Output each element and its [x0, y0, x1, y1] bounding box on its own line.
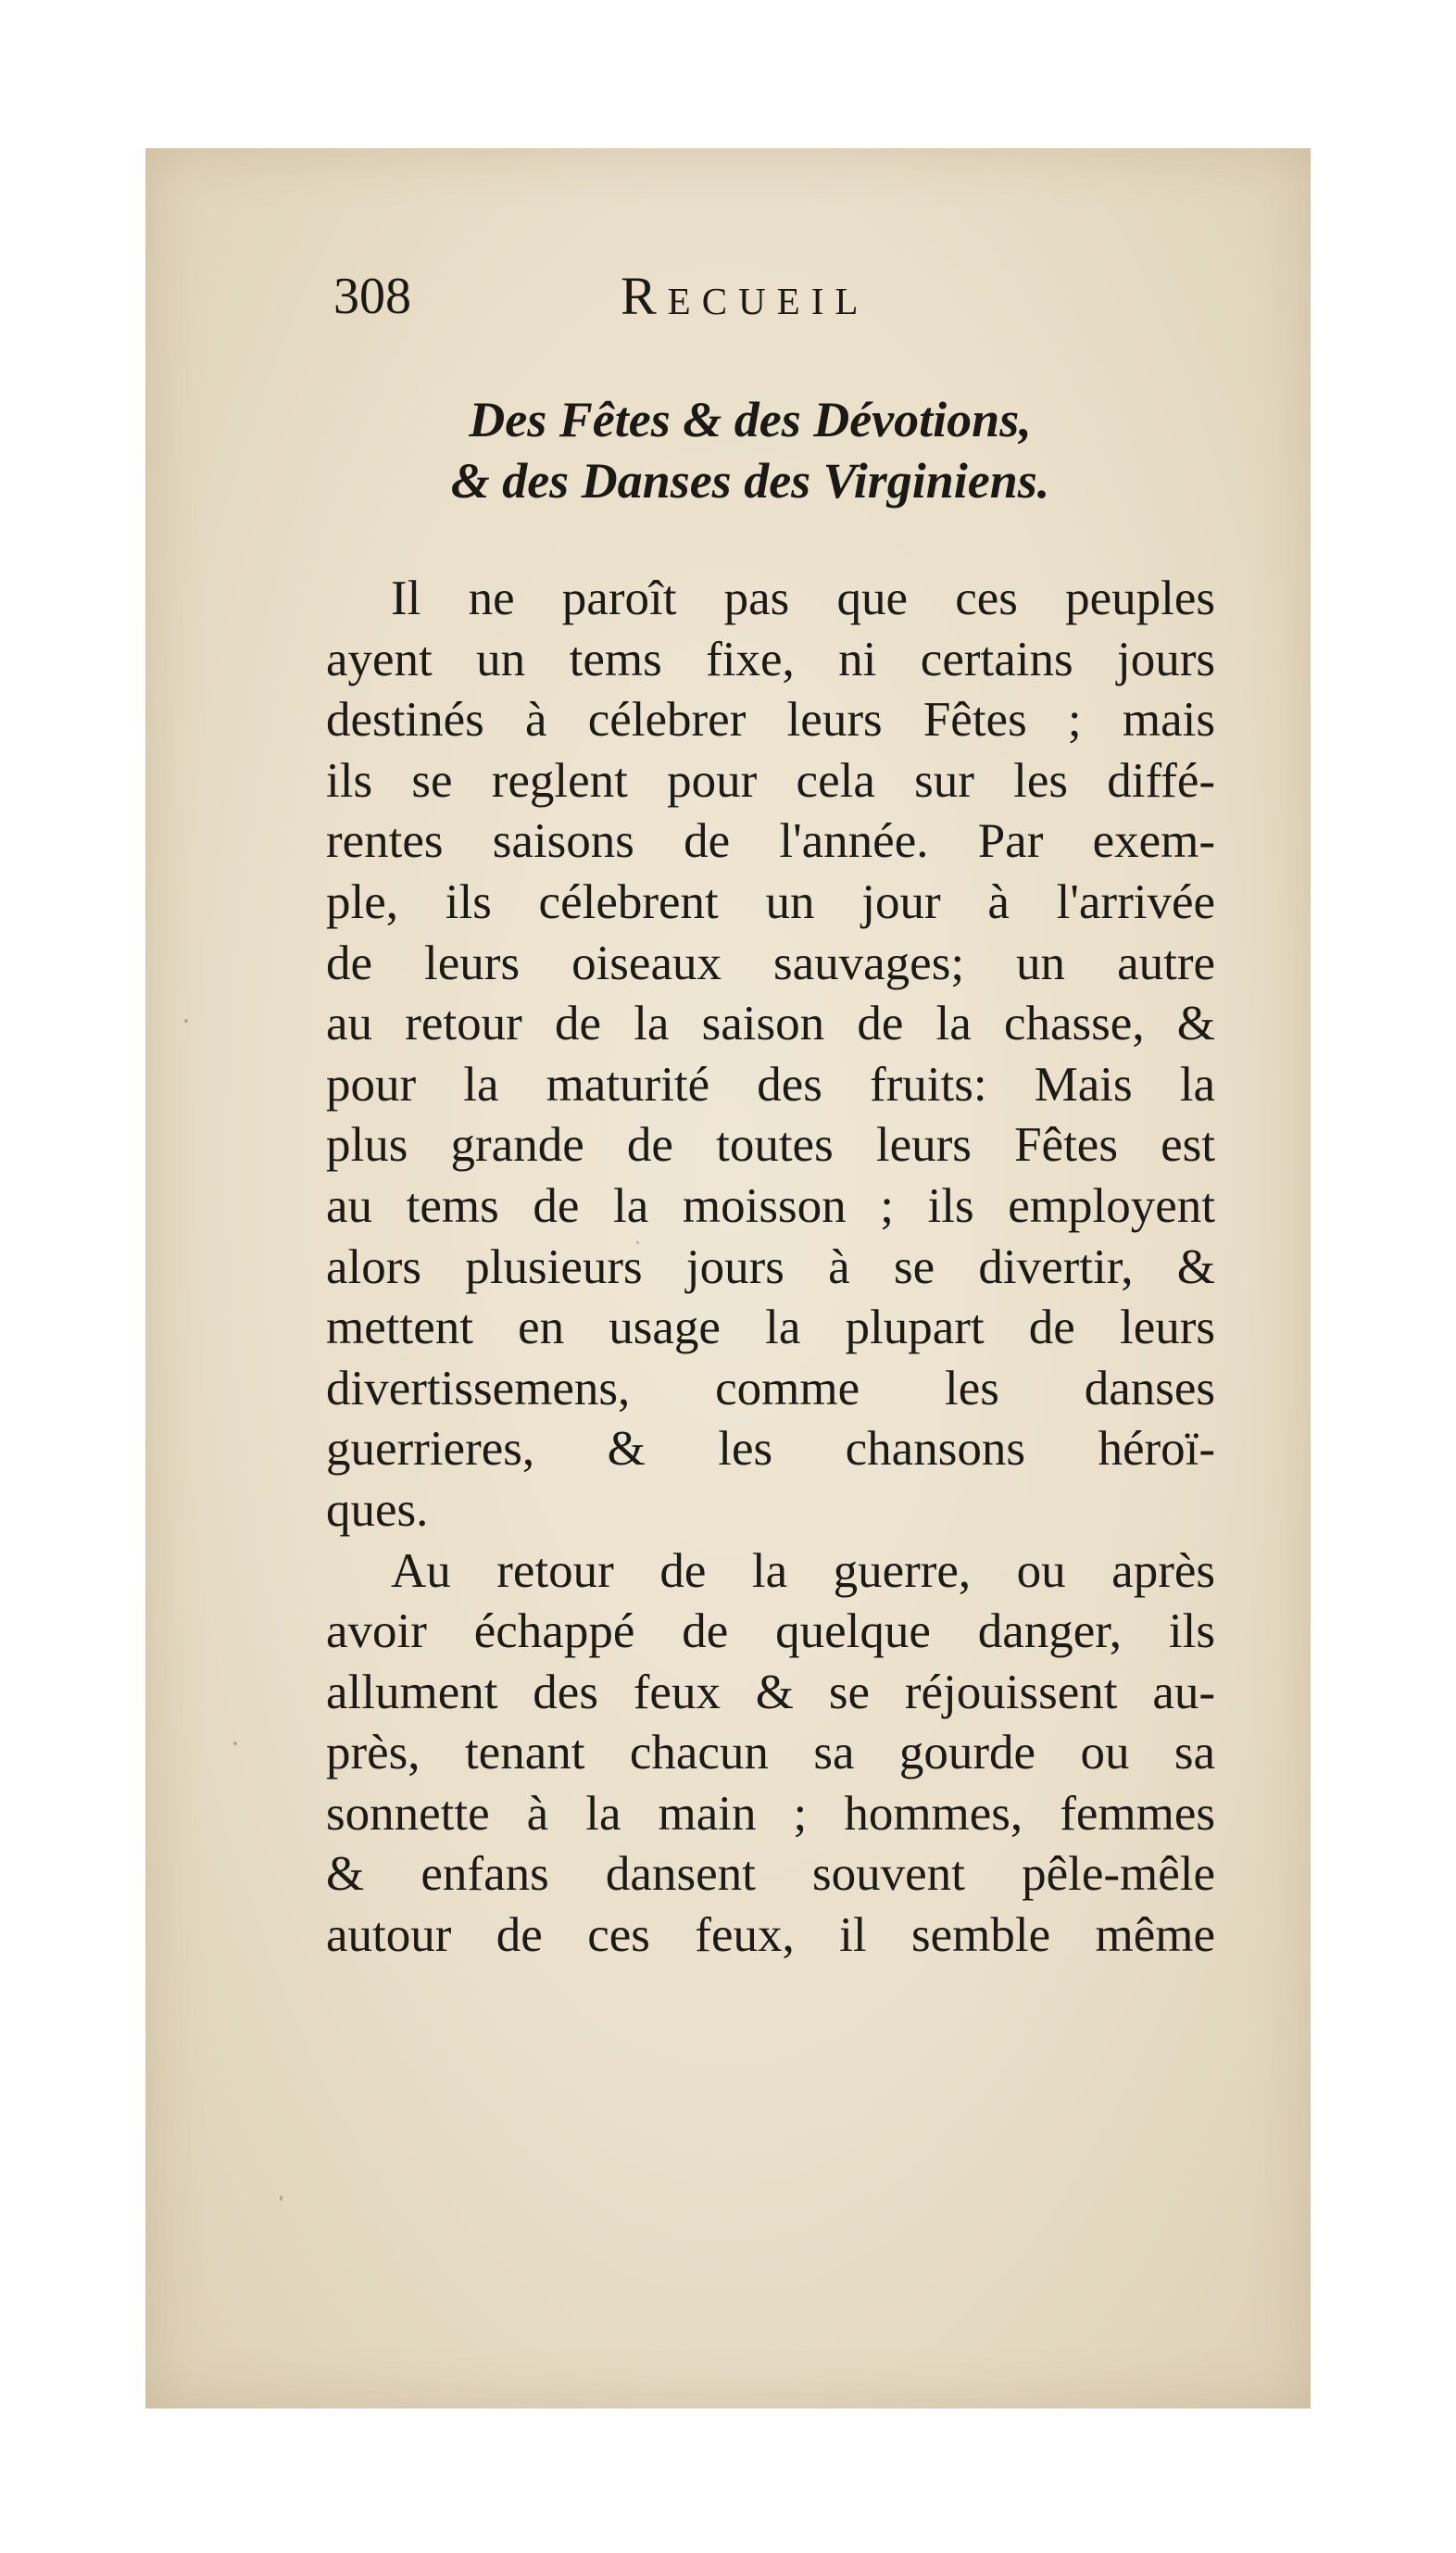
text-line: allument des feux & se réjouissent au-: [326, 1665, 1215, 1719]
text-line: pour la maturité des fruits: Mais la: [326, 1057, 1215, 1112]
text-line: Il ne paroît pas que ces peuples: [391, 572, 1215, 625]
text-line: ayent un tems fixe, ni certains jours: [326, 632, 1215, 686]
body-text: [326, 569, 1215, 1967]
text-line: ple, ils célebrent un jour à l'arrivée: [326, 874, 1215, 929]
text-line: de leurs oiseaux sauvages; un autre: [326, 936, 1215, 990]
text-line: plus grande de toutes leurs Fêtes est: [326, 1118, 1215, 1173]
text-line: mettent en usage la plupart de leurs: [326, 1301, 1215, 1355]
text-line: près, tenant chacun sa gourde ou sa: [326, 1726, 1215, 1780]
text-line: au retour de la saison de la chasse, &: [326, 997, 1215, 1051]
page-header: [333, 264, 1167, 329]
text-line: rentes saisons de l'année. Par exem-: [326, 814, 1215, 869]
text-line: guerrieres, & les chansons héroï-: [326, 1422, 1215, 1477]
text-line: au tems de la moisson ; ils employent: [326, 1178, 1215, 1233]
title-line-2: & des Danses des Virginiens.: [450, 453, 1050, 509]
text-line: avoir échappé de quelque danger, ils: [326, 1604, 1215, 1659]
text-line: divertissemens, comme les danses: [326, 1361, 1215, 1415]
text-line: sonnette à la main ; hommes, femmes: [326, 1786, 1215, 1841]
running-head: Recueil: [621, 266, 870, 326]
text-line: & enfans dansent souvent pêle-mêle: [326, 1847, 1215, 1902]
text-line: ques.: [326, 1482, 429, 1537]
text-line: autour de ces feux, il semble même: [326, 1908, 1215, 1963]
text-line: Au retour de la guerre, ou après: [391, 1543, 1215, 1598]
title-line-1: Des Fêtes & des Dévotions,: [469, 392, 1032, 447]
section-title: [324, 389, 1176, 511]
text-line: ils se reglent pour cela sur les diffé-: [326, 753, 1215, 808]
text-line: alors plusieurs jours à se divertir, &: [326, 1239, 1215, 1294]
page-number: 308: [333, 268, 411, 325]
text-line: destinés à célebrer leurs Fêtes ; mais: [326, 693, 1215, 748]
